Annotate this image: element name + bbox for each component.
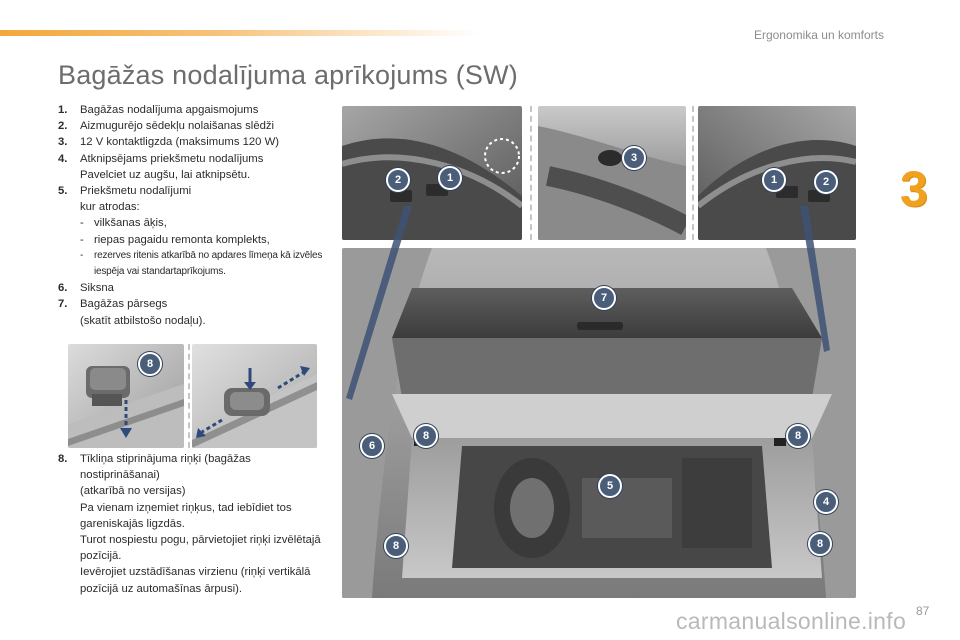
list-item-note: Pavelciet uz augšu, lai atknipsētu. [80, 168, 251, 181]
badge-2: 2 [386, 168, 410, 192]
badge-4: 4 [814, 490, 838, 514]
list-item: 2. Aizmugurējo sēdekļu nolaišanas slēdži [58, 120, 275, 133]
badge-7: 7 [592, 286, 616, 310]
badge-8: 8 [138, 352, 162, 376]
instruction-item: Turot nospiestu pogu, pārvietojiet riņķi izvēlētajā pozīcijā. [58, 532, 328, 564]
dash-item: - rezerves ritenis atkarībā no apdares līmeņa kā izvēles iespēja vai standartaprīkojums. [80, 249, 323, 278]
list-item: 4. Atknipsējams priekšmetu nodalījums [58, 152, 264, 165]
dash-item: - vilkšanas āķis, [80, 217, 167, 230]
instruction-item: Ievērojiet uzstādīšanas virzienu (riņķi vertikālā pozīcijā uz automašīnas ārpusi). [58, 564, 328, 596]
list-item: 6. Siksna [58, 282, 114, 295]
instruction-item: Pa vienam izņemiet riņķus, tad iebīdiet tos gareniskajās ligzdās. [58, 500, 328, 532]
badge-8: 8 [808, 532, 832, 556]
section-title: Ergonomika un komforts [753, 28, 884, 42]
dash-item: - riepas pagaidu remonta komplekts, [80, 233, 270, 246]
badge-1: 1 [762, 168, 786, 192]
list-item: 3. 12 V kontaktligzda (maksimums 120 W) [58, 136, 280, 149]
list-item: 8. Tīkliņa stiprinājuma riņķi (bagāžas nostiprināšanai) [58, 453, 251, 482]
badge-8: 8 [414, 424, 438, 448]
badge-8: 8 [786, 424, 810, 448]
list-item-note: (atkarībā no versijas) [80, 485, 186, 498]
badge-1: 1 [438, 166, 462, 190]
watermark: carmanualsonline.info [676, 608, 907, 634]
list-item-note: kur atrodas: [80, 201, 140, 214]
badge-3: 3 [622, 146, 646, 170]
list-item: 1. Bagāžas nodalījuma apgaismojums [58, 104, 259, 116]
badge-5: 5 [598, 474, 622, 498]
page-number: 87 [916, 604, 930, 618]
page-title: Bagāžas nodalījuma aprīkojums (SW) [58, 60, 518, 90]
badge-2: 2 [814, 170, 838, 194]
badge-8: 8 [384, 534, 408, 558]
chapter-number: 3 [900, 161, 928, 217]
list-item-note: (skatīt atbilstošo nodaļu). [80, 314, 206, 327]
list-item: 7. Bagāžas pārsegs [58, 298, 168, 311]
list-item: 5. Priekšmetu nodalījumi [58, 185, 192, 198]
badge-6: 6 [360, 434, 384, 458]
